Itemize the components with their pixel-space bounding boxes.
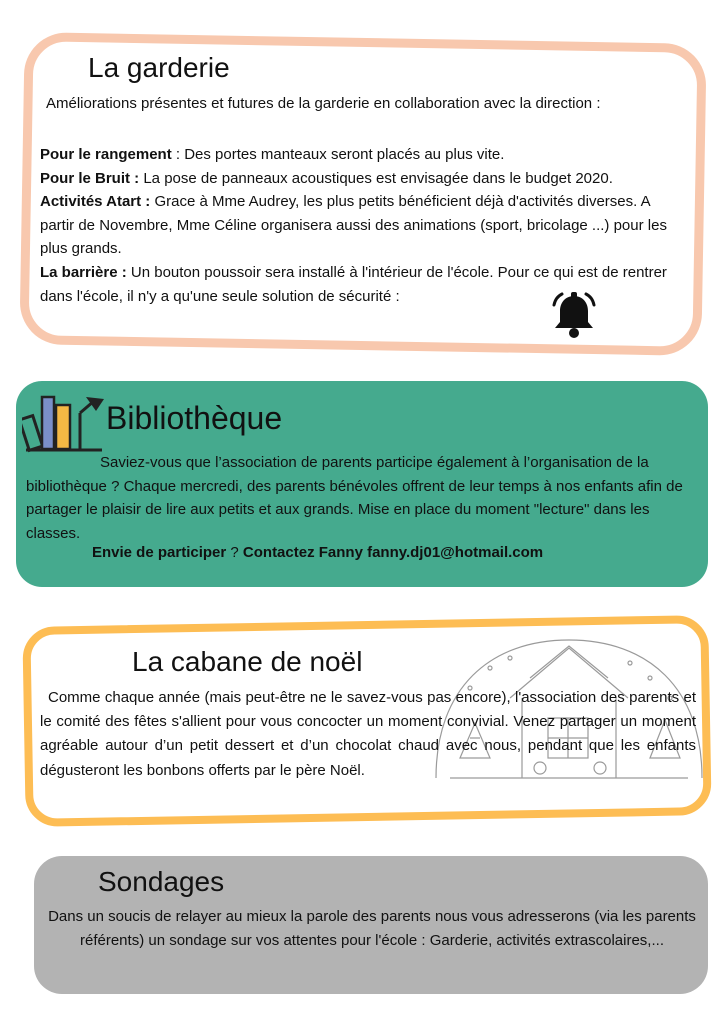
garderie-item-barriere: La barrière : Un bouton poussoir sera installé à l'intérieur de l'école. Pour ce qui est de rentrer dans l'école, il n'y a qu'une seule solution de sécurité : (40, 263, 667, 305)
books-lamp-icon (22, 393, 104, 453)
contact-email-link[interactable]: Contactez Fanny fanny.dj01@hotmail.com (242, 544, 544, 561)
garderie-item-rangement: Pour le rangement : Des portes manteaux seront placés au plus vite. (40, 146, 505, 163)
bell-icon (546, 287, 602, 343)
garderie-item-bruit: Pour le Bruit : La pose de panneaux acoustiques est envisagée dans le budget 2020. (40, 169, 613, 187)
garderie-title: La garderie (88, 52, 230, 83)
bibliotheque-title: Bibliothèque (106, 400, 283, 436)
cabane-title: La cabane de noël (132, 646, 363, 677)
cabane-body: Comme chaque année (mais peut-être ne le savez-vous pas encore), l'association des parents et le comité des fêtes s'allient pour vous concocter un moment convivial. Venez partager un moment agréable autour d’un petit dessert et d’un chocolat chaud avec nous, pendant que les enfants dégusteront les bonbons offerts par le père Noël. (40, 689, 696, 779)
garderie-intro: Améliorations présentes et futures de la garderie en collaboration avec la direction : (46, 95, 601, 112)
sondages-body: Dans un soucis de relayer au mieux la parole des parents nous vous adresserons (via les parents référents) un sondage sur vos attentes pour l'école : Garderie, activités extrascolaires,... (48, 908, 696, 949)
garderie-list (40, 143, 688, 308)
garderie-item-activites: Activités Atart : Grace à Mme Audrey, les plus petits bénéficient déjà d'activités diverses. A partir de Novembre, Mme Céline organisera aussi des animations (sport, bricolage ...) pour les plus grands. (40, 193, 667, 258)
sondages-title: Sondages (98, 866, 225, 897)
bibliotheque-body: Saviez-vous que l’association de parents participe également à l’organisation de la bibliothèque ? Chaque mercredi, des parents bénévoles offrent de leur temps à nos enfants afin de partager le plaisir de lire aux petits et aux grands. Mise en place du moment "lecture" dans les classes. (26, 454, 683, 542)
bibliotheque-contact: Envie de participer ? Contactez Fanny fanny.dj01@hotmail.com (92, 544, 544, 561)
